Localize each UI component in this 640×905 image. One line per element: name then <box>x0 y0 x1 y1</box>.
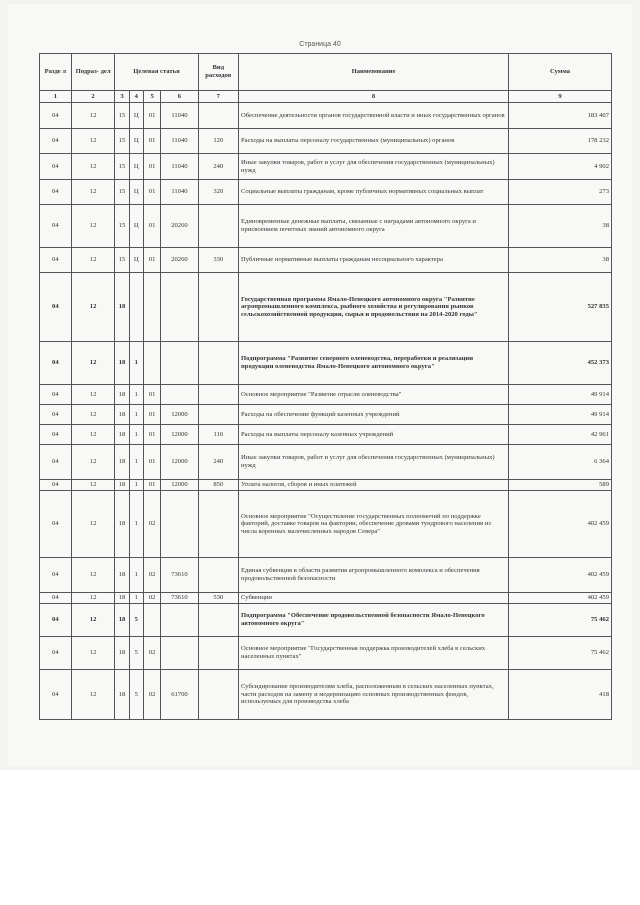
cell-naimenovanie: Уплата налогов, сборов и иных платежей <box>239 480 509 491</box>
cell-podrazdel: 12 <box>71 103 115 129</box>
table-row <box>40 154 612 180</box>
cell-podrazdel: 12 <box>71 248 115 273</box>
cell-direction: 12000 <box>161 405 198 425</box>
cell-podrazdel: 12 <box>71 425 115 445</box>
cell-podrazdel: 12 <box>71 604 115 637</box>
cell-razdel: 04 <box>40 480 72 491</box>
cell-event: 02 <box>143 670 160 720</box>
cell-razdel: 04 <box>40 154 72 180</box>
column-number-row <box>40 91 612 103</box>
cell-subprogram: Ц <box>129 103 143 129</box>
cell-program: 15 <box>115 129 129 154</box>
cell-summa: 38 <box>509 248 612 273</box>
cell-direction: 11040 <box>161 154 198 180</box>
cell-event: 01 <box>143 405 160 425</box>
table-row <box>40 480 612 491</box>
cell-podrazdel: 12 <box>71 154 115 180</box>
cell-razdel: 04 <box>40 637 72 670</box>
cell-razdel: 04 <box>40 273 72 342</box>
cell-razdel: 04 <box>40 425 72 445</box>
cell-program: 15 <box>115 103 129 129</box>
cell-event: 01 <box>143 425 160 445</box>
header-naimenovanie: Наименование <box>239 54 509 91</box>
cell-direction <box>161 491 198 558</box>
cell-subprogram: Ц <box>129 248 143 273</box>
cell-subprogram: 1 <box>129 405 143 425</box>
cell-naimenovanie: Единая субвенция в области развития агропромышленного комплекса и обеспечения продовольственной безопасности <box>239 558 509 593</box>
cell-subprogram: 1 <box>129 425 143 445</box>
cell-podrazdel: 12 <box>71 480 115 491</box>
cell-program: 15 <box>115 205 129 248</box>
cell-summa: 42 961 <box>509 425 612 445</box>
cell-program: 18 <box>115 491 129 558</box>
cell-subprogram: Ц <box>129 205 143 248</box>
cell-summa: 589 <box>509 480 612 491</box>
table-row <box>40 385 612 405</box>
column-number: 7 <box>198 91 238 103</box>
cell-podrazdel: 12 <box>71 593 115 604</box>
cell-program: 15 <box>115 180 129 205</box>
cell-summa: 49 914 <box>509 405 612 425</box>
cell-vid-rashodov <box>198 558 238 593</box>
cell-naimenovanie: Иные закупки товаров, работ и услуг для обеспечения государственных (муниципальных) нужд <box>239 154 509 180</box>
cell-subprogram: 1 <box>129 491 143 558</box>
table-row <box>40 558 612 593</box>
cell-event: 02 <box>143 593 160 604</box>
cell-subprogram: 5 <box>129 670 143 720</box>
table-row <box>40 670 612 720</box>
cell-program: 18 <box>115 405 129 425</box>
header-razdel: Разде л <box>40 54 72 91</box>
cell-razdel: 04 <box>40 180 72 205</box>
cell-program: 18 <box>115 604 129 637</box>
cell-naimenovanie: Основное мероприятие "Государственная поддержка производителей хлеба в сельских населенных пунктах" <box>239 637 509 670</box>
cell-naimenovanie: Субвенции <box>239 593 509 604</box>
cell-summa: 38 <box>509 205 612 248</box>
cell-vid-rashodov: 330 <box>198 248 238 273</box>
cell-subprogram: 1 <box>129 385 143 405</box>
column-number: 3 <box>115 91 129 103</box>
header-vid-rashodov: Вид расходов <box>198 54 238 91</box>
cell-direction <box>161 637 198 670</box>
cell-program: 18 <box>115 385 129 405</box>
cell-vid-rashodov: 320 <box>198 180 238 205</box>
column-number: 6 <box>161 91 198 103</box>
cell-direction: 12000 <box>161 425 198 445</box>
cell-event: 02 <box>143 637 160 670</box>
table-row <box>40 445 612 480</box>
cell-naimenovanie: Единовременные денежные выплаты, связанные с наградами автономного округа и присвоением почетных званий автономного округа <box>239 205 509 248</box>
cell-event <box>143 273 160 342</box>
table-row <box>40 205 612 248</box>
table-row <box>40 248 612 273</box>
cell-subprogram: 1 <box>129 342 143 385</box>
cell-direction: 20260 <box>161 248 198 273</box>
cell-program: 18 <box>115 425 129 445</box>
table-header-row <box>40 54 612 91</box>
cell-event: 01 <box>143 180 160 205</box>
cell-podrazdel: 12 <box>71 129 115 154</box>
table-row <box>40 405 612 425</box>
cell-vid-rashodov <box>198 273 238 342</box>
cell-naimenovanie: Иные закупки товаров, работ и услуг для обеспечения государственных (муниципальных) нужд <box>239 445 509 480</box>
cell-event: 01 <box>143 480 160 491</box>
table-row <box>40 273 612 342</box>
column-number: 5 <box>143 91 160 103</box>
page-number-label: Страница 40 <box>299 41 341 48</box>
cell-subprogram: 1 <box>129 593 143 604</box>
cell-event <box>143 342 160 385</box>
cell-summa: 178 232 <box>509 129 612 154</box>
cell-subprogram: 5 <box>129 604 143 637</box>
cell-direction: 11040 <box>161 103 198 129</box>
cell-event: 01 <box>143 445 160 480</box>
cell-naimenovanie: Подпрограмма "Развитие северного оленеводства, переработки и реализации продукции оленеводства Ямало-Ненецкого автономного округа" <box>239 342 509 385</box>
cell-naimenovanie: Подпрограмма "Обеспечение продовольственной безопасности Ямало-Ненецкого автономного округа" <box>239 604 509 637</box>
cell-program: 18 <box>115 342 129 385</box>
cell-program: 18 <box>115 670 129 720</box>
cell-summa: 452 373 <box>509 342 612 385</box>
cell-vid-rashodov <box>198 637 238 670</box>
cell-event: 02 <box>143 491 160 558</box>
cell-program: 18 <box>115 637 129 670</box>
cell-razdel: 04 <box>40 385 72 405</box>
cell-summa: 418 <box>509 670 612 720</box>
cell-podrazdel: 12 <box>71 405 115 425</box>
cell-naimenovanie: Расходы на выплаты персоналу казенных учреждений <box>239 425 509 445</box>
cell-program: 18 <box>115 480 129 491</box>
cell-direction <box>161 385 198 405</box>
cell-razdel: 04 <box>40 129 72 154</box>
column-number: 4 <box>129 91 143 103</box>
cell-razdel: 04 <box>40 604 72 637</box>
cell-direction <box>161 342 198 385</box>
cell-direction <box>161 273 198 342</box>
cell-event: 01 <box>143 129 160 154</box>
cell-event: 01 <box>143 205 160 248</box>
cell-vid-rashodov <box>198 342 238 385</box>
cell-summa: 402 459 <box>509 593 612 604</box>
cell-podrazdel: 12 <box>71 637 115 670</box>
cell-event: 01 <box>143 248 160 273</box>
column-number: 1 <box>40 91 72 103</box>
cell-subprogram: 1 <box>129 480 143 491</box>
cell-summa: 49 914 <box>509 385 612 405</box>
cell-vid-rashodov: 120 <box>198 129 238 154</box>
cell-naimenovanie: Государственная программа Ямало-Ненецкого автономного округа "Развитие агропромышленного комплекса, рыбного хозяйства и регулирования рынков сельскохозяйственной продукции, сырья и продовольствия на 2014-2020 годы" <box>239 273 509 342</box>
table-row <box>40 425 612 445</box>
cell-program: 18 <box>115 593 129 604</box>
cell-razdel: 04 <box>40 342 72 385</box>
cell-vid-rashodov <box>198 385 238 405</box>
cell-summa: 183 407 <box>509 103 612 129</box>
cell-podrazdel: 12 <box>71 491 115 558</box>
cell-summa: 4 902 <box>509 154 612 180</box>
cell-subprogram: 1 <box>129 445 143 480</box>
cell-vid-rashodov <box>198 491 238 558</box>
cell-summa: 75 462 <box>509 637 612 670</box>
cell-event <box>143 604 160 637</box>
cell-direction: 11040 <box>161 180 198 205</box>
cell-direction: 20260 <box>161 205 198 248</box>
cell-naimenovanie: Основное мероприятие "Развитие отрасли оленеводства" <box>239 385 509 405</box>
cell-razdel: 04 <box>40 491 72 558</box>
header-podrazdel: Подраз- дел <box>71 54 115 91</box>
cell-podrazdel: 12 <box>71 558 115 593</box>
column-number: 8 <box>239 91 509 103</box>
cell-razdel: 04 <box>40 593 72 604</box>
cell-direction: 11040 <box>161 129 198 154</box>
cell-summa: 6 364 <box>509 445 612 480</box>
cell-subprogram: 1 <box>129 558 143 593</box>
cell-direction: 12000 <box>161 480 198 491</box>
cell-subprogram: 5 <box>129 637 143 670</box>
cell-program: 18 <box>115 273 129 342</box>
cell-naimenovanie: Расходы на выплаты персоналу государственных (муниципальных) органов <box>239 129 509 154</box>
table-row <box>40 593 612 604</box>
cell-summa: 273 <box>509 180 612 205</box>
cell-vid-rashodov: 110 <box>198 425 238 445</box>
cell-razdel: 04 <box>40 670 72 720</box>
cell-naimenovanie: Публичные нормативные выплаты гражданам несоциального характера <box>239 248 509 273</box>
table-body <box>40 103 612 720</box>
cell-direction: 12000 <box>161 445 198 480</box>
table-row <box>40 491 612 558</box>
cell-event: 02 <box>143 558 160 593</box>
cell-naimenovanie: Субсидирование производителям хлеба, расположенным в сельских населенных пунктах, части расходов на замену и модернизацию основных производственных фондов, используемых для производства хлеба <box>239 670 509 720</box>
cell-event: 01 <box>143 103 160 129</box>
cell-summa: 402 459 <box>509 491 612 558</box>
column-number: 2 <box>71 91 115 103</box>
table-row <box>40 604 612 637</box>
cell-podrazdel: 12 <box>71 273 115 342</box>
cell-program: 18 <box>115 445 129 480</box>
table-row <box>40 637 612 670</box>
cell-podrazdel: 12 <box>71 670 115 720</box>
cell-event: 01 <box>143 154 160 180</box>
table-row <box>40 342 612 385</box>
cell-naimenovanie: Обеспечение деятельности органов государственной власти и иных государственных органов <box>239 103 509 129</box>
header-celevaya-statya: Целевая статья <box>115 54 198 91</box>
cell-program: 15 <box>115 154 129 180</box>
cell-razdel: 04 <box>40 558 72 593</box>
page-bottom-margin <box>0 770 640 905</box>
column-number: 9 <box>509 91 612 103</box>
cell-podrazdel: 12 <box>71 205 115 248</box>
cell-summa: 527 835 <box>509 273 612 342</box>
cell-subprogram: Ц <box>129 154 143 180</box>
cell-razdel: 04 <box>40 248 72 273</box>
cell-summa: 75 462 <box>509 604 612 637</box>
cell-program: 15 <box>115 248 129 273</box>
cell-naimenovanie: Основное мероприятие "Осуществление государственных полномочий по поддержке факторий, доставке товаров на фактории, обеспечение дровами тундрового населения из числа коренных малочисленных народов Севера" <box>239 491 509 558</box>
cell-podrazdel: 12 <box>71 342 115 385</box>
cell-subprogram: Ц <box>129 180 143 205</box>
table-row <box>40 129 612 154</box>
cell-subprogram <box>129 273 143 342</box>
cell-vid-rashodov: 850 <box>198 480 238 491</box>
cell-podrazdel: 12 <box>71 385 115 405</box>
cell-subprogram: Ц <box>129 129 143 154</box>
cell-podrazdel: 12 <box>71 180 115 205</box>
cell-vid-rashodov <box>198 604 238 637</box>
cell-vid-rashodov <box>198 205 238 248</box>
cell-razdel: 04 <box>40 103 72 129</box>
cell-naimenovanie: Социальные выплаты гражданам, кроме публичных нормативных социальных выплат <box>239 180 509 205</box>
cell-podrazdel: 12 <box>71 445 115 480</box>
cell-vid-rashodov: 240 <box>198 154 238 180</box>
cell-direction: 61700 <box>161 670 198 720</box>
cell-naimenovanie: Расходы на обеспечение функций казенных учреждений <box>239 405 509 425</box>
cell-direction <box>161 604 198 637</box>
cell-razdel: 04 <box>40 405 72 425</box>
cell-direction: 73610 <box>161 558 198 593</box>
header-summa: Сумма <box>509 54 612 91</box>
cell-razdel: 04 <box>40 205 72 248</box>
cell-razdel: 04 <box>40 445 72 480</box>
cell-vid-rashodov: 240 <box>198 445 238 480</box>
cell-program: 18 <box>115 558 129 593</box>
table-row <box>40 180 612 205</box>
table-row <box>40 103 612 129</box>
cell-event: 01 <box>143 385 160 405</box>
cell-vid-rashodov: 530 <box>198 593 238 604</box>
cell-direction: 73610 <box>161 593 198 604</box>
budget-table <box>39 53 612 720</box>
cell-vid-rashodov <box>198 405 238 425</box>
cell-vid-rashodov <box>198 103 238 129</box>
cell-summa: 402 459 <box>509 558 612 593</box>
cell-vid-rashodov <box>198 670 238 720</box>
